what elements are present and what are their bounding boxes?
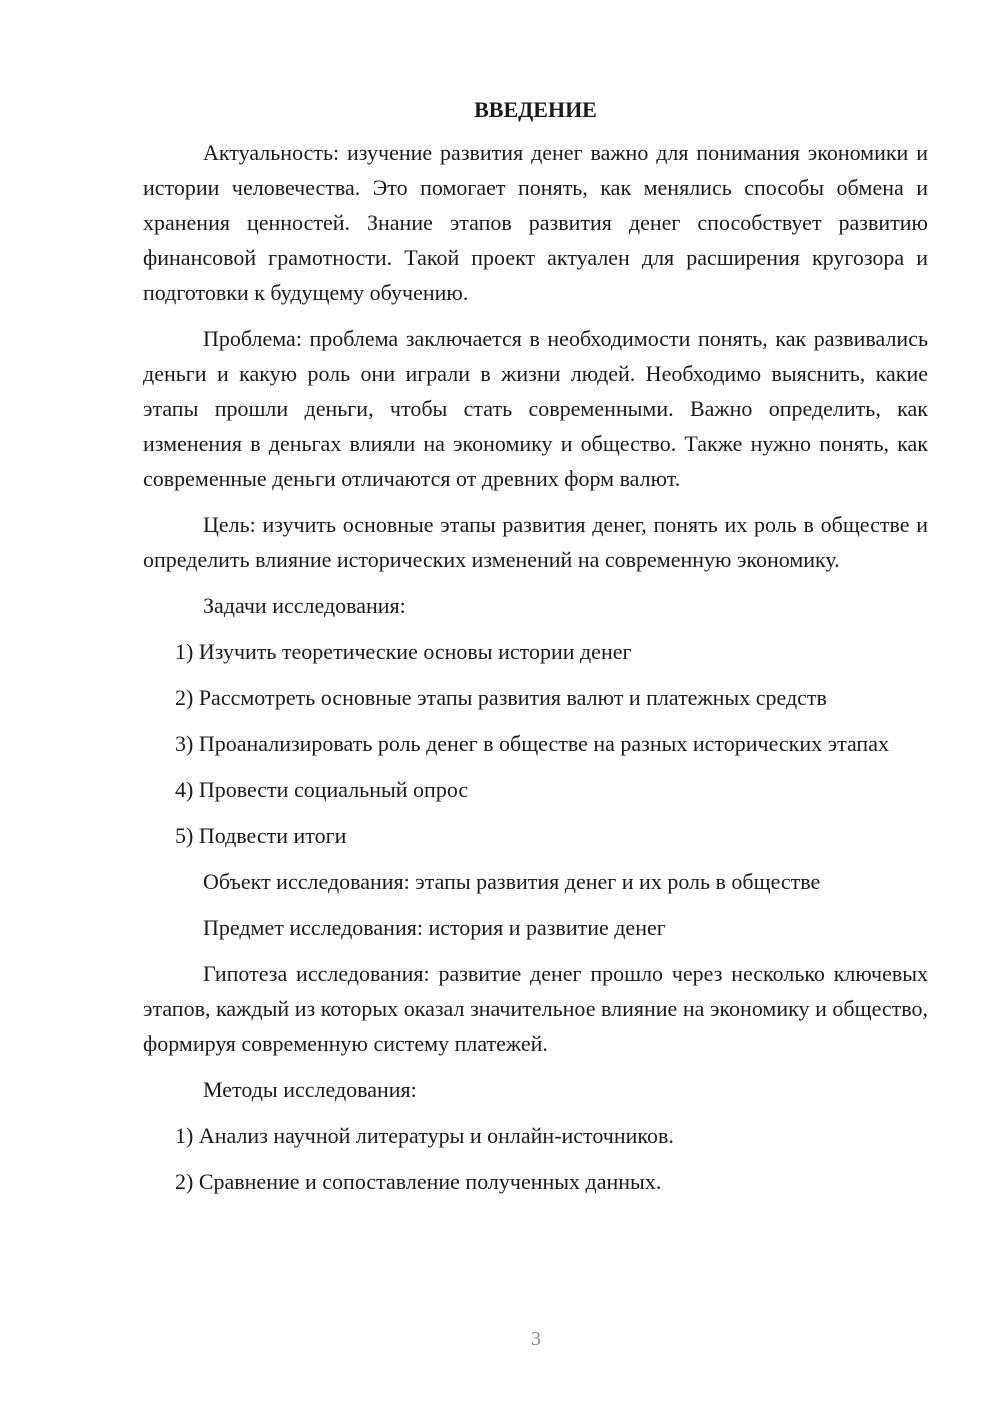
task-item: 5) Подвести итоги bbox=[175, 823, 347, 848]
hypothesis-paragraph: Гипотеза исследования: развитие денег прошло через несколько ключевых этапов, каждый из которых оказал значительное влияние на экономику и общество, формируя современную систему платежей. bbox=[143, 961, 928, 1056]
task-item: 3) Проанализировать роль денег в обществе на разных исторических этапах bbox=[175, 731, 889, 756]
relevance-paragraph: Актуальность: изучение развития денег важно для понимания экономики и истории человечества. Это помогает понять, как менялись способы обмена и хранения ценностей. Знание этапов развития денег способствует развитию финансовой грамотности. Такой проект актуален для расширения кругозора и подготовки к будущему обучению. bbox=[143, 140, 928, 305]
section-title: ВВЕДЕНИЕ bbox=[474, 97, 597, 122]
tasks-heading: Задачи исследования: bbox=[203, 593, 406, 618]
task-item: 1) Изучить теоретические основы истории денег bbox=[175, 639, 632, 664]
method-item: 2) Сравнение и сопоставление полученных данных. bbox=[175, 1169, 662, 1194]
task-item: 2) Рассмотреть основные этапы развития валют и платежных средств bbox=[175, 685, 827, 710]
goal-paragraph: Цель: изучить основные этапы развития денег, понять их роль в обществе и определить влияние исторических изменений на современную экономику. bbox=[143, 512, 928, 572]
method-item: 1) Анализ научной литературы и онлайн-источников. bbox=[175, 1123, 674, 1148]
page-number: 3 bbox=[531, 1328, 541, 1350]
document-page bbox=[143, 92, 928, 1199]
task-item: 4) Провести социальный опрос bbox=[175, 777, 469, 802]
problem-paragraph: Проблема: проблема заключается в необходимости понять, как развивались деньги и какую роль они играли в жизни людей. Необходимо выяснить, какие этапы прошли деньги, чтобы стать современными. Важно определить, как изменения в деньгах влияли на экономику и общество. Также нужно понять, как современные деньги отличаются от древних форм валют. bbox=[143, 326, 928, 491]
methods-heading: Методы исследования: bbox=[203, 1077, 417, 1102]
subject-paragraph: Предмет исследования: история и развитие денег bbox=[203, 915, 666, 940]
object-paragraph: Объект исследования: этапы развития денег и их роль в обществе bbox=[203, 869, 821, 894]
